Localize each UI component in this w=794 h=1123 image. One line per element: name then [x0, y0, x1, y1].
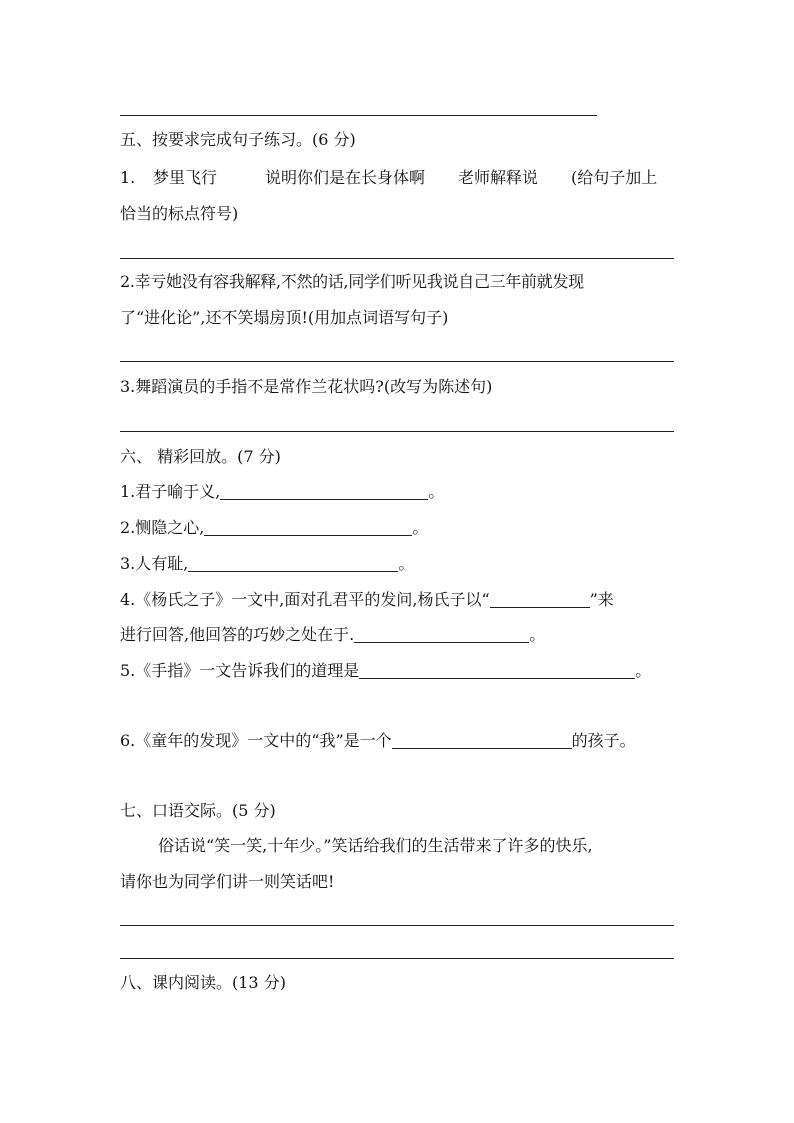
section-8-title: 八、课内阅读。(13 分)	[120, 973, 286, 992]
fill-item-3	[120, 556, 414, 572]
fill-item-6-text: 6.《童年的发现》一文中的“我”是一个	[120, 731, 392, 750]
q2-answer-line[interactable]	[120, 361, 674, 362]
fill-item-6-blank[interactable]	[392, 733, 572, 749]
fill-item-4	[120, 592, 614, 608]
fill-item-1-blank[interactable]	[220, 484, 428, 500]
fill-item-3-text: 3.人有耻,	[120, 554, 189, 573]
section-6-title: 六、 精彩回放。(7 分)	[120, 447, 281, 466]
q2-line-1: 2.幸亏她没有容我解释,不然的话,同学们听见我说自己三年前就发现	[120, 272, 584, 291]
q1-part-2: 说明你们是在长身体啊	[265, 168, 426, 187]
section-7-prompt-line-2: 请你也为同学们讲一则笑话吧!	[120, 872, 335, 891]
q1-answer-line[interactable]	[120, 258, 674, 259]
fill-item-4-cont-end: 。	[529, 625, 546, 644]
q1-part-3: 老师解释说	[458, 168, 539, 187]
section-7-prompt-line-1: 俗话说“笑一笑,十年少。”笑话给我们的生活带来了许多的快乐,	[158, 836, 593, 855]
fill-item-5-text: 5.《手指》一文告诉我们的道理是	[120, 661, 360, 680]
fill-item-1	[120, 484, 444, 500]
fill-item-2-text: 2.恻隐之心,	[120, 518, 205, 537]
fill-item-2	[120, 520, 428, 536]
section-7-answer-line-2[interactable]	[120, 958, 674, 959]
q1-num: 1.	[120, 168, 136, 187]
fill-item-2-end: 。	[412, 518, 429, 537]
q1-hint-b: 恰当的标点符号)	[120, 204, 239, 223]
fill-item-4-text: 4.《杨氏之子》一文中,面对孔君平的发问,杨氏子以“	[120, 590, 490, 609]
q1-hint-a: (给句子加上	[571, 168, 658, 187]
top-answer-line	[120, 115, 597, 116]
fill-item-1-text: 1.君子喻于义,	[120, 482, 221, 501]
fill-item-6	[120, 733, 636, 749]
fill-item-3-blank[interactable]	[188, 556, 398, 572]
fill-item-4-cont-text: 进行回答,他回答的巧妙之处在于.	[120, 625, 355, 644]
fill-item-6-end: 的孩子。	[571, 731, 636, 750]
fill-item-2-blank[interactable]	[204, 520, 412, 536]
fill-item-4-blank[interactable]	[490, 592, 590, 608]
fill-item-4-end: ”来	[589, 590, 614, 609]
fill-item-4-cont-blank[interactable]	[354, 627, 529, 643]
fill-item-3-end: 。	[398, 554, 415, 573]
section-7-answer-line-1[interactable]	[120, 925, 674, 926]
q1-part-1: 梦里飞行	[153, 168, 218, 187]
q2-line-2: 了“进化论”,还不笑塌房顶!(用加点词语写句子)	[120, 308, 449, 327]
section-7-title: 七、口语交际。(5 分)	[120, 801, 276, 820]
section-5-title: 五、按要求完成句子练习。(6 分)	[120, 130, 356, 149]
fill-item-4-cont	[120, 627, 545, 643]
fill-item-5-blank[interactable]	[359, 663, 635, 679]
fill-item-1-end: 。	[428, 482, 445, 501]
fill-item-5-end: 。	[635, 661, 652, 680]
q3-line-1: 3.舞蹈演员的手指不是常作兰花状吗?(改写为陈述句)	[120, 377, 493, 396]
q3-answer-line[interactable]	[120, 431, 674, 432]
fill-item-5	[120, 663, 651, 679]
